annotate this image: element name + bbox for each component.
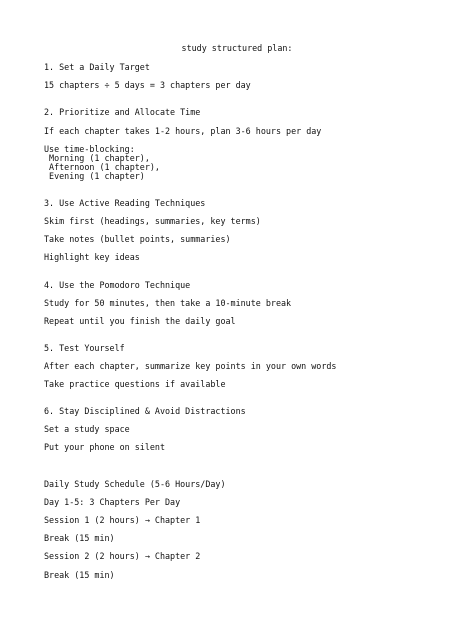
section-5-heading: 5. Test Yourself bbox=[44, 343, 125, 353]
section-6-line-1: Set a study space bbox=[44, 424, 130, 434]
section-6-line-2: Put your phone on silent bbox=[44, 442, 166, 452]
section-3-line-2: Take notes (bullet points, summaries) bbox=[44, 234, 231, 244]
section-5-line-2: Take practice questions if available bbox=[44, 379, 226, 389]
section-3-line-3: Highlight key ideas bbox=[44, 252, 140, 262]
schedule-session-1: Session 1 (2 hours) → Chapter 1 bbox=[44, 515, 201, 525]
schedule-day-range: Day 1-5: 3 Chapters Per Day bbox=[44, 497, 181, 507]
time-blocking-afternoon: Afternoon (1 chapter), bbox=[44, 162, 160, 172]
section-5-line-1: After each chapter, summarize key points in your own words bbox=[44, 361, 337, 371]
schedule-break-1: Break (15 min) bbox=[44, 533, 115, 543]
section-4-line-2: Repeat until you finish the daily goal bbox=[44, 316, 236, 326]
section-1-heading: 1. Set a Daily Target bbox=[44, 62, 150, 72]
section-2-heading: 2. Prioritize and Allocate Time bbox=[44, 107, 201, 117]
document-title: study structured plan: bbox=[181, 43, 293, 53]
time-blocking-evening: Evening (1 chapter) bbox=[44, 171, 145, 181]
schedule-heading: Daily Study Schedule (5-6 Hours/Day) bbox=[44, 479, 226, 489]
section-2-line-1: If each chapter takes 1-2 hours, plan 3-6 hours per day bbox=[44, 126, 322, 136]
section-4-line-1: Study for 50 minutes, then take a 10-minute break bbox=[44, 298, 292, 308]
time-blocking-morning: Morning (1 chapter), bbox=[44, 153, 150, 163]
time-blocking-label: Use time-blocking: bbox=[44, 144, 135, 154]
schedule-session-2: Session 2 (2 hours) → Chapter 2 bbox=[44, 551, 201, 561]
section-4-heading: 4. Use the Pomodoro Technique bbox=[44, 280, 191, 290]
schedule-break-2: Break (15 min) bbox=[44, 570, 115, 580]
section-3-heading: 3. Use Active Reading Techniques bbox=[44, 198, 206, 208]
section-3-line-1: Skim first (headings, summaries, key terms) bbox=[44, 216, 261, 226]
section-1-line-1: 15 chapters ÷ 5 days = 3 chapters per day bbox=[44, 80, 251, 90]
section-6-heading: 6. Stay Disciplined & Avoid Distractions bbox=[44, 406, 246, 416]
